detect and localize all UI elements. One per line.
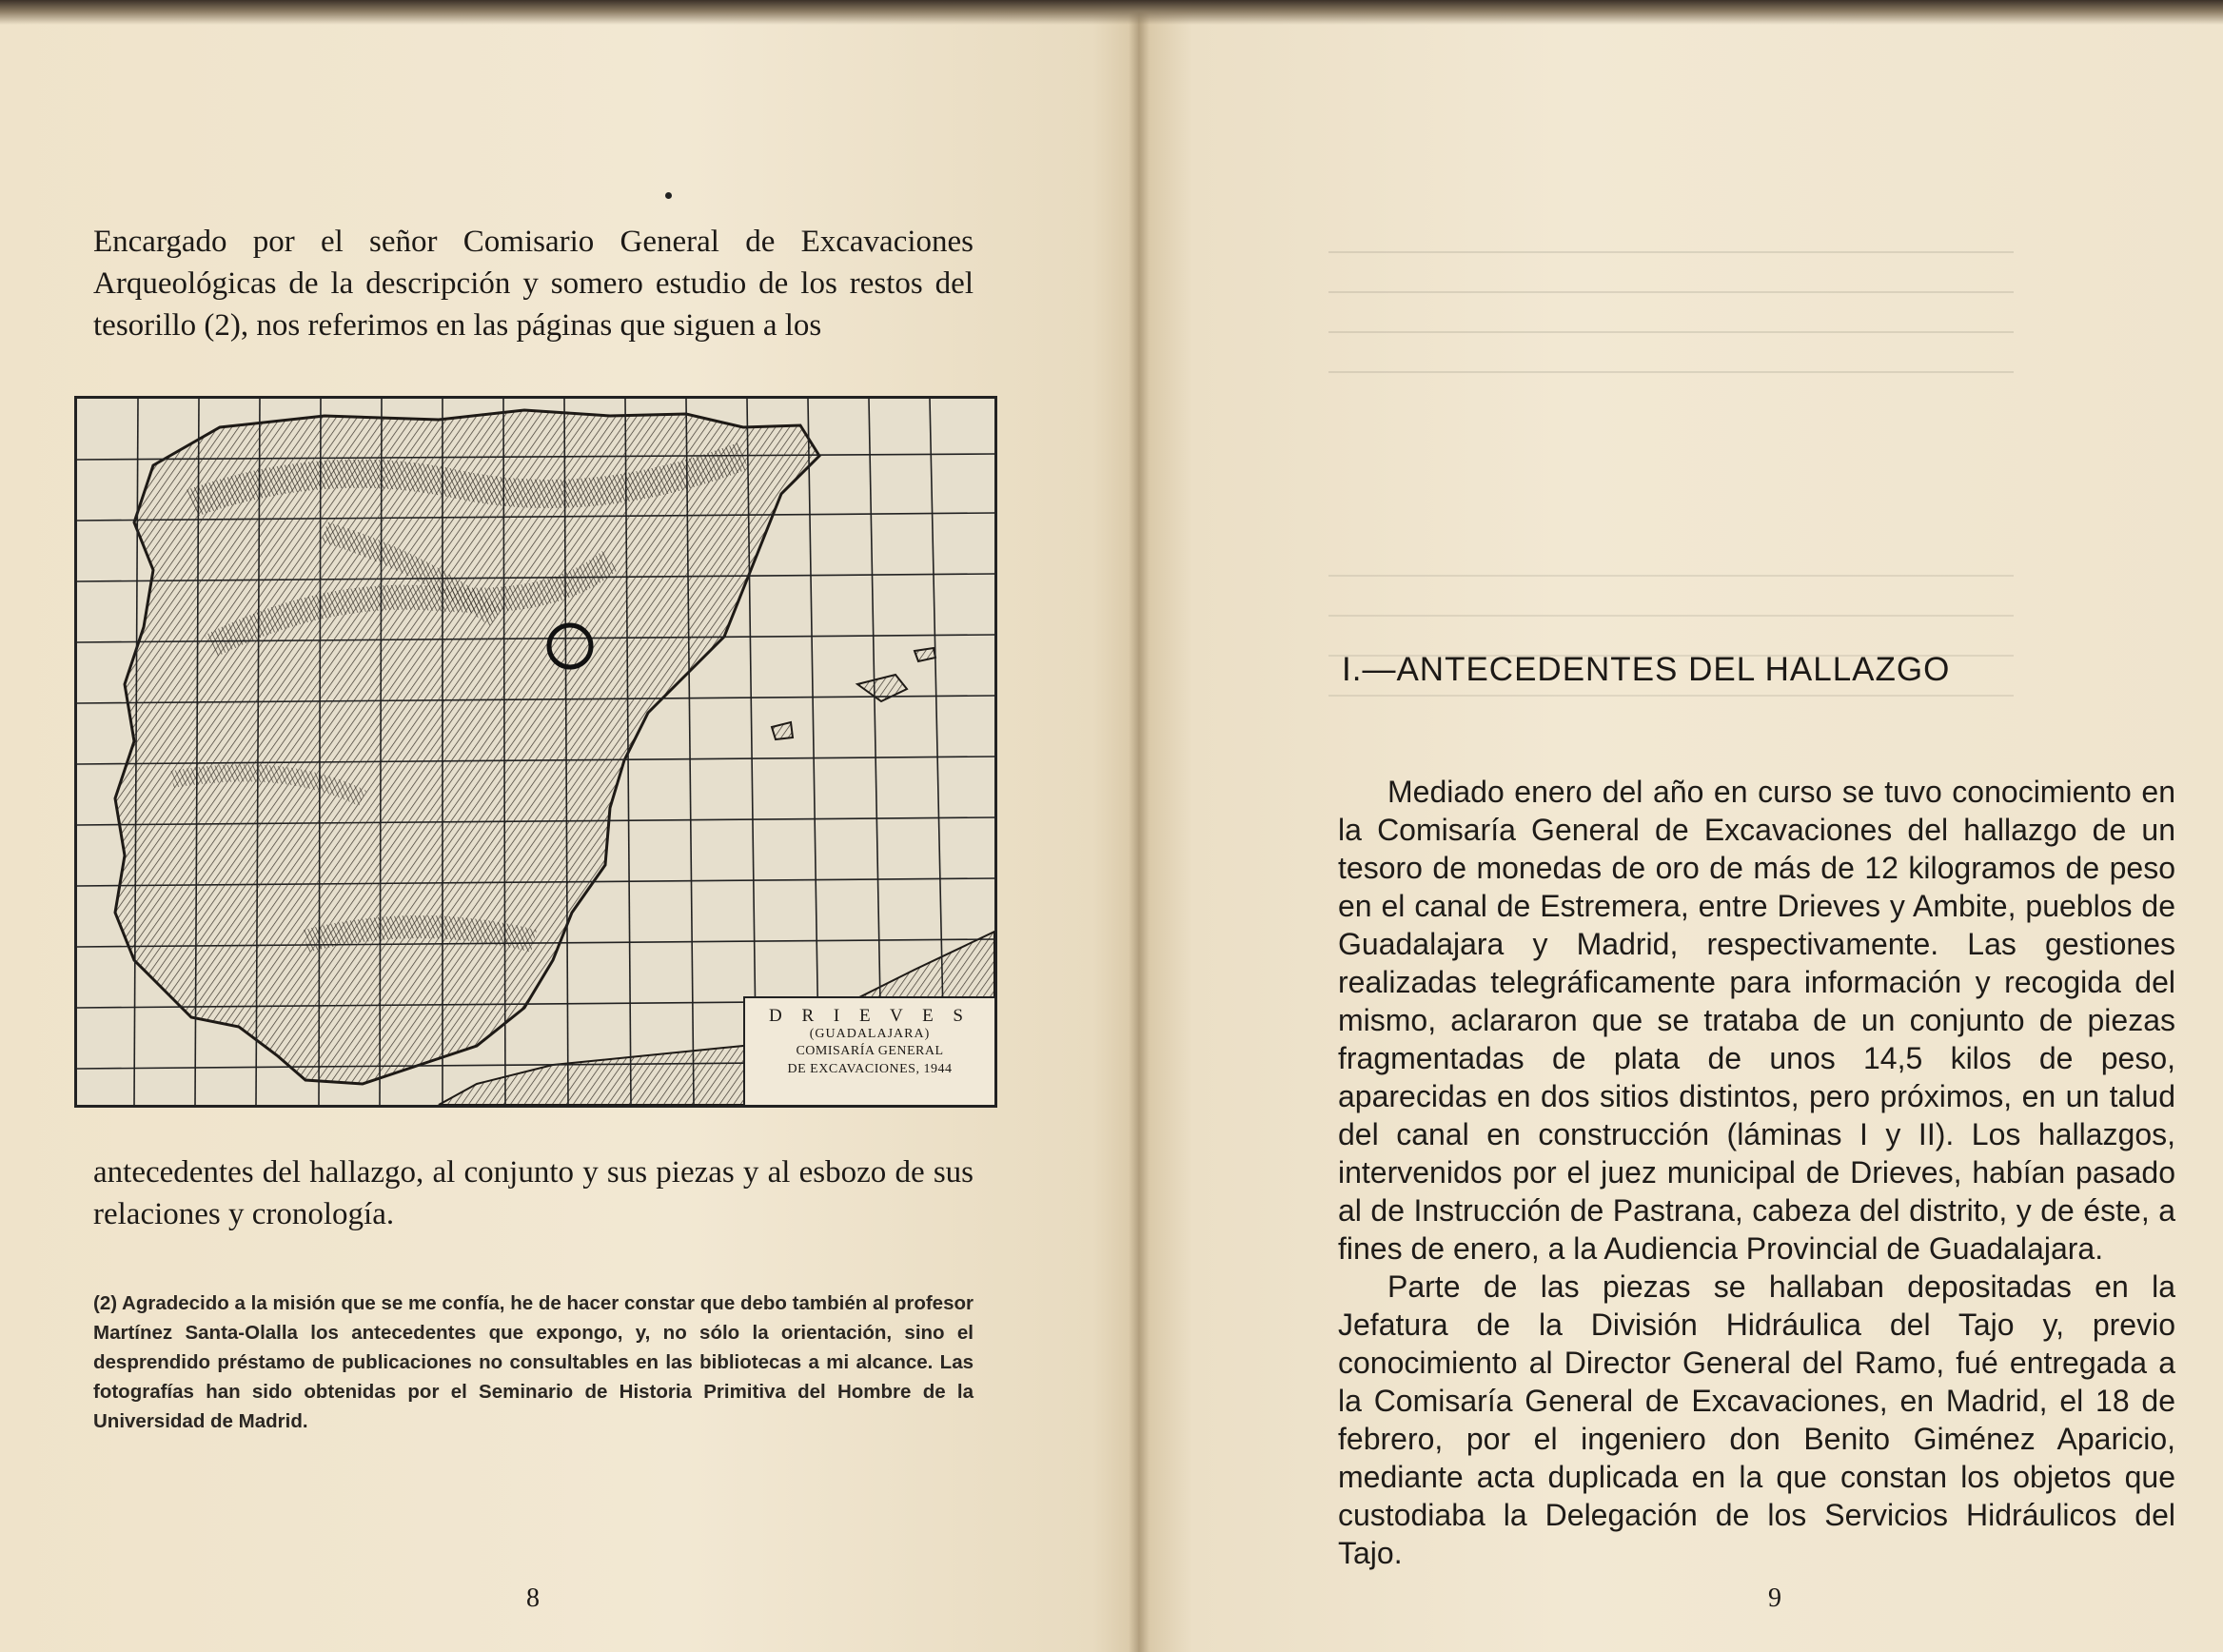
page-number-right: 9 (1768, 1583, 1781, 1613)
left-intro-text: Encargado por el señor Comisario General de Excavaciones Arqueológicas de la descripción y somero estudio de los restos del tesorillo (2), nos referimos en las páginas que siguen a los (93, 225, 974, 343)
book-gutter (1129, 0, 1150, 1652)
paragraph-2: Parte de las piezas se hallaban depositadas en la Jefatura de la División Hidráulica del Tajo y, previo conocimiento al Director General del Ramo, fué entregada a la Comisaría General de Excavaciones, en Madrid, el 18 de febrero, por el ingeniero don Benito Giménez Aparicio, mediante acta duplicada en la que constan los objetos que custodiaba la Delegación de los Servicios Hidráulicos del Tajo. (1338, 1269, 2175, 1570)
map-legend (743, 996, 994, 1105)
page-number-left: 8 (526, 1583, 540, 1613)
map-figure (74, 396, 997, 1108)
legend-province: (GUADALAJARA) (809, 1027, 931, 1041)
bleed-through-1 (1328, 228, 2014, 428)
printer-dot (665, 192, 672, 199)
right-body-text (1338, 773, 2175, 1572)
left-continuation-text: antecedentes del hallazgo, al conjunto y sus piezas y al esbozo de sus relaciones y cronología. (93, 1155, 974, 1231)
legend-title: D R I E V E S (768, 1006, 972, 1026)
top-edge-shadow (0, 0, 2223, 25)
legend-org-line1: COMISARÍA GENERAL (796, 1044, 944, 1058)
legend-org-line2: DE EXCAVACIONES, 1944 (787, 1062, 953, 1076)
footnote: (2) Agradecido a la misión que se me confía, he de hacer constar que debo también al profesor Martínez Santa-Olalla los antecedentes que expongo, y, no sólo la orientación, sino el desprendido préstamo de publicaciones no consultables en las bibliotecas a mi alcance. Las fotografías han sido obtenidas por el Seminario de Historia Primitiva del Hombre de la Universidad de Madrid. (93, 1292, 974, 1432)
paragraph-1: Mediado enero del año en curso se tuvo conocimiento en la Comisaría General de Excavaciones del hallazgo de un tesoro de monedas de oro de más de 12 kilogramos de peso en el canal de Estremera, entre Drieves y Ambite, pueblos de Guadalajara y Madrid, respectivamente. Las gestiones realizadas telegráficamente para información y recogida del mismo, aclararon que se trataba de un conjunto de piezas fragmentadas de plata de unos 14,5 kilos de peso, aparecidas en dos sitios distintos, pero próximos, en un talud del canal en construcción (láminas I y II). Los hallazgos, intervenidos por el juez municipal de Drieves, habían pasado al de Instrucción de Pastrana, cabeza del distrito, y de éste, a fines de enero, a la Audiencia Provincial de Guadalajara. (1338, 775, 2175, 1266)
section-heading: I.—ANTECEDENTES DEL HALLAZGO (1342, 651, 1951, 688)
